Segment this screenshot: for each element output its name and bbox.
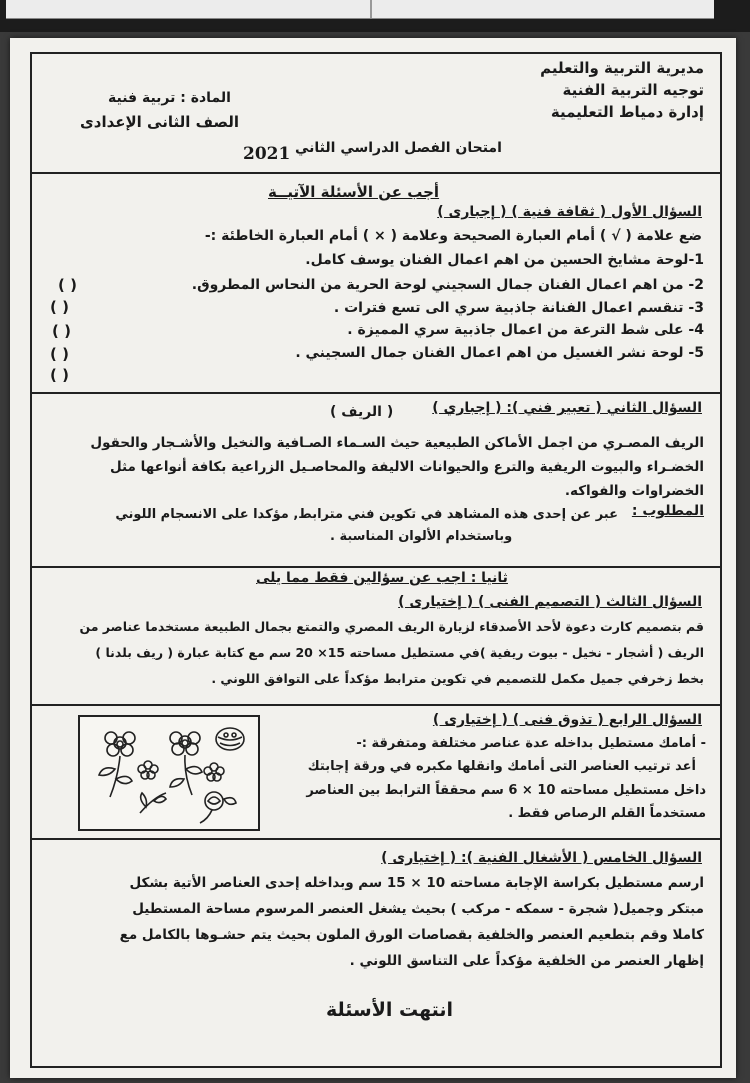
flower-icon	[99, 732, 135, 797]
rose-icon	[200, 792, 236, 823]
decorated-pot-icon	[216, 728, 244, 750]
q4-title: السؤال الرابع ( تذوق فنى ) ( إختيارى )	[432, 712, 702, 728]
header-grade: الصف الثانى الإعدادى	[80, 113, 240, 131]
q1-item-1: 1-لوحة مشايخ الحسين من اهم اعمال الفنان يوسف كامل.	[305, 252, 704, 268]
q1-answer-paren-1: ( )	[58, 276, 77, 294]
q1-item-2: 2- من اهم اعمال الفنان جمال السجيني لوحة الحرية من النحاس المطروق.	[191, 277, 704, 293]
section2-title: ثانيا : اجب عن سؤالين فقط مما يلى	[256, 570, 508, 586]
q4-body-line-1: - أمامك مستطيل بداخله عدة عناصر مختلفة ومتفرقة :-	[356, 736, 706, 751]
leaf-sprig-icon	[140, 793, 166, 813]
q2-required-2: وباستخدام الألوان المناسبة .	[330, 529, 513, 544]
q1-item-3: 3- تنقسم اعمال الفنانة جاذبية سري الى تسع فترات .	[333, 300, 704, 316]
small-flower-icon	[138, 761, 158, 779]
q1-instruction: ضع علامة ( √ ) أمام العبارة الصحيحة وعلامة ( × ) أمام العبارة الخاطئة :-	[204, 228, 702, 244]
q5-body-line-3: كاملا وقم بتطعيم العنصر والخلفية بقصاصات الورق الملون بحيث يتم حشـوها بالكامل مع	[119, 927, 704, 943]
q5-body-line-2: مبتكر وجميل( شجرة - سمكه - مركب ) بحيث يشغل العنصر المرسوم مساحة المستطيل	[132, 901, 704, 917]
header-directorate: مديرية التربية والتعليم	[540, 59, 704, 77]
q2-topic: ( الريف )	[330, 404, 394, 420]
q1-answer-paren-3: ( )	[52, 322, 71, 340]
q5-body-line-4: إظهار العنصر من الخلفية مؤكداً على التناسق اللوني .	[349, 953, 704, 969]
q2-required: عبر عن إحدى هذه المشاهد في تكوين فني مترابط, مؤكدا على الانسجام اللوني	[115, 507, 618, 522]
top-paper-edge	[6, 0, 714, 19]
q3-body-line-1: قم بتصميم كارت دعوة لأحد الأصدقاء لزيارة الريف المصري والتمتع بجمال الطبيعة مستخدما عناصر من	[79, 619, 704, 634]
q4-body-line-4: مستخدماً القلم الرصاص فقط .	[508, 806, 706, 821]
exam-year: 2021	[243, 144, 291, 164]
flower-elements-box	[78, 715, 260, 831]
q3-divider	[30, 704, 720, 706]
q1-item-4: 4- على شط الترعة من اعمال جاذبية سري المميزة .	[347, 322, 704, 338]
q2-body-line-2: الخضـراء والبيوت الريفية والترع والحيوانات الاليفة والمحاصـيل الزراعية بكافة أنواعها مثل	[110, 459, 704, 475]
flower-drawing	[80, 717, 258, 829]
header-divider	[30, 172, 720, 174]
flower-icon	[170, 732, 202, 795]
q3-title: السؤال الثالث ( التصميم الفنى ) ( إختيارى )	[398, 594, 702, 610]
small-flower-icon	[204, 763, 224, 781]
q1-answer-paren-5: ( )	[50, 366, 69, 384]
header-subject: المادة : تربية فنية	[108, 90, 231, 106]
q2-body-line-3: الخضراوات والفواكه.	[564, 483, 704, 499]
q1-item-5: 5- لوحة نشر الغسيل من اهم اعمال الفنان جمال السجيني .	[295, 345, 704, 361]
paper-fold-line	[370, 0, 372, 18]
q4-divider	[30, 838, 720, 840]
q1-title: السؤال الأول ( ثقافة فنية ) ( إجبارى )	[437, 204, 702, 220]
q2-divider	[30, 566, 720, 568]
general-instruction: أجب عن الأسئلة الآتيــة	[268, 183, 440, 201]
q3-body-line-2: الريف ( أشجار - نخيل - بيوت ريفية )في مستطيل مساحته 15× 20 سم مع كتابة عبارة ( ريف بلدنا )	[95, 645, 704, 660]
q2-body-line-1: الريف المصـري من اجمل الأماكن الطبيعية حيث السـماء الصـافية والنخيل والأشـجار والحقول	[90, 435, 704, 451]
q2-required-label: المطلوب :	[631, 503, 704, 519]
q2-title: السؤال الثاني ( تعبير فني ): ( إجباري )	[432, 400, 702, 416]
q4-body-line-3: داخل مستطيل مساحته 10 × 6 سم محققاً الترابط بين العناصر	[306, 783, 706, 798]
q1-answer-paren-2: ( )	[50, 298, 69, 316]
q5-title: السؤال الخامس ( الأشغال الفنية ): ( إختيارى )	[381, 850, 702, 866]
q5-body-line-1: ارسم مستطيل بكراسة الإجابة مساحته 10 × 15 سم وبداخله إحدى العناصر الأتية بشكل	[129, 875, 704, 891]
q1-divider	[30, 392, 720, 394]
background-top-sheet	[0, 0, 750, 32]
q1-answer-paren-4: ( )	[50, 345, 69, 363]
header-administration: إدارة دمياط التعليمية	[550, 103, 704, 121]
end-of-questions: انتهت الأسئلة	[326, 999, 454, 1021]
q4-body-line-2: أعد ترتيب العناصر التى أمامك وانقلها مكبره في ورقة إجابتك	[307, 759, 696, 774]
q3-body-line-3: بخط زخرفي جميل مكمل للتصميم في تكوين مترابط مؤكداً على التوافق اللوني .	[211, 671, 704, 686]
exam-title: امتحان الفصل الدراسي الثاني	[295, 140, 502, 156]
header-art-guidance: توجيه التربية الفنية	[562, 81, 704, 99]
